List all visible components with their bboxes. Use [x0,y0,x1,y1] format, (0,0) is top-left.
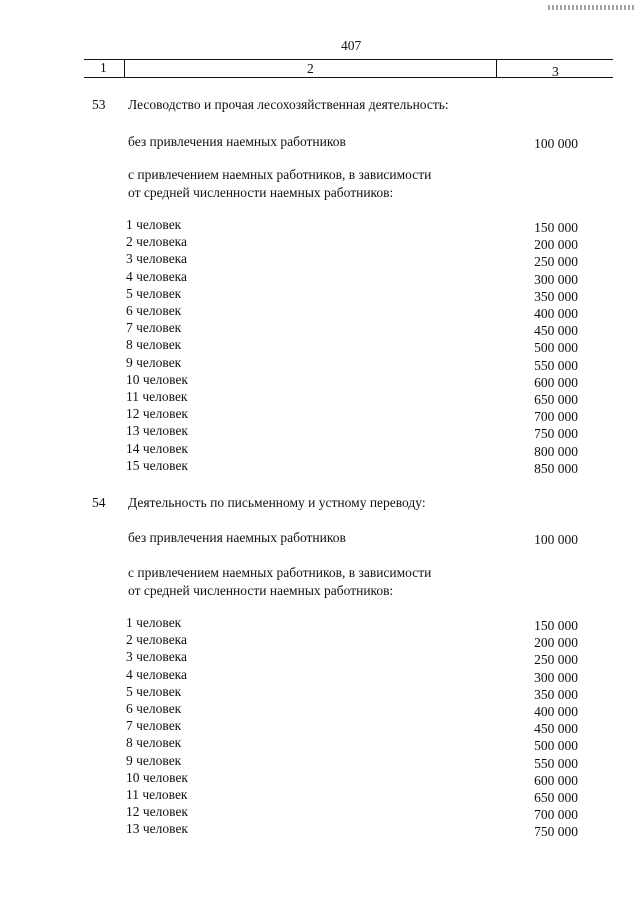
section-title: Деятельность по письменному и устному переводу: [128,495,426,510]
employee-count-label: 10 человек [126,769,188,785]
employee-count-label: 9 человек [126,752,182,768]
hire-label-line1: с привлечением наемных работников, в зависимости [128,565,432,580]
tax-amount-value: 550 000 [534,755,578,771]
scan-mark [548,5,634,10]
employee-count-label: 1 человек [126,217,182,232]
employee-count-label: 2 человека [126,234,188,250]
no-hire-value: 100 000 [534,532,578,547]
tax-amount-value: 200 000 [534,635,578,651]
employee-count-label: 12 человек [126,804,188,820]
tax-amount-value: 450 000 [534,323,578,339]
employee-count-label: 7 человек [126,718,182,734]
tax-amount-value: 700 000 [534,409,578,425]
employee-count-label: 1 человек [126,615,182,630]
tax-amount-value: 400 000 [534,306,578,321]
tax-amount-value: 800 000 [534,443,578,459]
tax-amount-value: 300 000 [534,271,578,287]
employee-count-label: 3 человека [126,649,188,665]
tax-amount-value: 650 000 [534,790,578,805]
employee-count-label: 9 человек [126,354,182,370]
employee-count-label: 7 человек [126,320,182,336]
employee-count-label: 15 человек [126,457,188,473]
hire-label-line2: от средней численности наемных работников: [128,583,394,598]
tax-amount-value: 750 000 [534,426,578,442]
employee-count-label: 8 человек [126,735,182,751]
employee-count-label: 11 человек [126,787,188,802]
section-number: 54 [92,495,106,510]
employee-count-label: 5 человек [126,683,182,699]
tax-amount-value: 450 000 [534,721,578,737]
tax-amount-value: 500 000 [534,738,578,754]
column-header-2: 2 [307,61,314,76]
hire-label-line2: от средней численности наемных работников: [128,185,394,200]
employee-count-label: 3 человека [126,251,188,267]
employee-count-label: 8 человек [126,337,182,353]
tax-amount-value: 200 000 [534,237,578,253]
tax-amount-value: 300 000 [534,669,578,685]
employee-count-label: 12 человек [126,406,188,422]
tax-amount-value: 850 000 [534,460,578,476]
tax-amount-value: 550 000 [534,357,578,373]
column-header-3: 3 [552,64,559,79]
section-title: Лесоводство и прочая лесохозяйственная деятельность: [128,97,449,112]
employee-count-label: 11 человек [126,389,188,404]
tax-amount-value: 600 000 [534,374,578,390]
tax-amount-value: 600 000 [534,772,578,788]
tax-amount-value: 350 000 [534,288,578,304]
tax-amount-value: 650 000 [534,392,578,407]
employee-count-label: 13 человек [126,423,188,439]
tax-amount-value: 500 000 [534,340,578,356]
tax-amount-value: 400 000 [534,704,578,719]
employee-count-label: 4 человека [126,268,188,284]
employee-count-label: 10 человек [126,371,188,387]
employee-count-label: 13 человек [126,821,188,837]
employee-count-label: 2 человека [126,632,188,648]
tax-amount-value: 750 000 [534,824,578,840]
employee-count-label: 6 человек [126,701,182,716]
no-hire-label: без привлечения наемных работников [128,134,346,149]
column-header-1: 1 [100,60,107,75]
employee-count-label: 14 человек [126,440,188,456]
employee-count-label: 4 человека [126,666,188,682]
page-number: 407 [341,38,362,53]
tax-amount-value: 250 000 [534,652,578,668]
tax-amount-value: 150 000 [534,618,578,633]
tax-amount-value: 350 000 [534,686,578,702]
tax-amount-value: 700 000 [534,807,578,823]
hire-label-line1: с привлечением наемных работников, в зависимости [128,167,432,182]
employee-count-label: 5 человек [126,285,182,301]
no-hire-value: 100 000 [534,136,578,151]
employee-count-label: 6 человек [126,303,182,318]
tax-amount-value: 150 000 [534,220,578,235]
tax-amount-value: 250 000 [534,254,578,270]
section-number: 53 [92,97,106,112]
no-hire-label: без привлечения наемных работников [128,530,346,545]
